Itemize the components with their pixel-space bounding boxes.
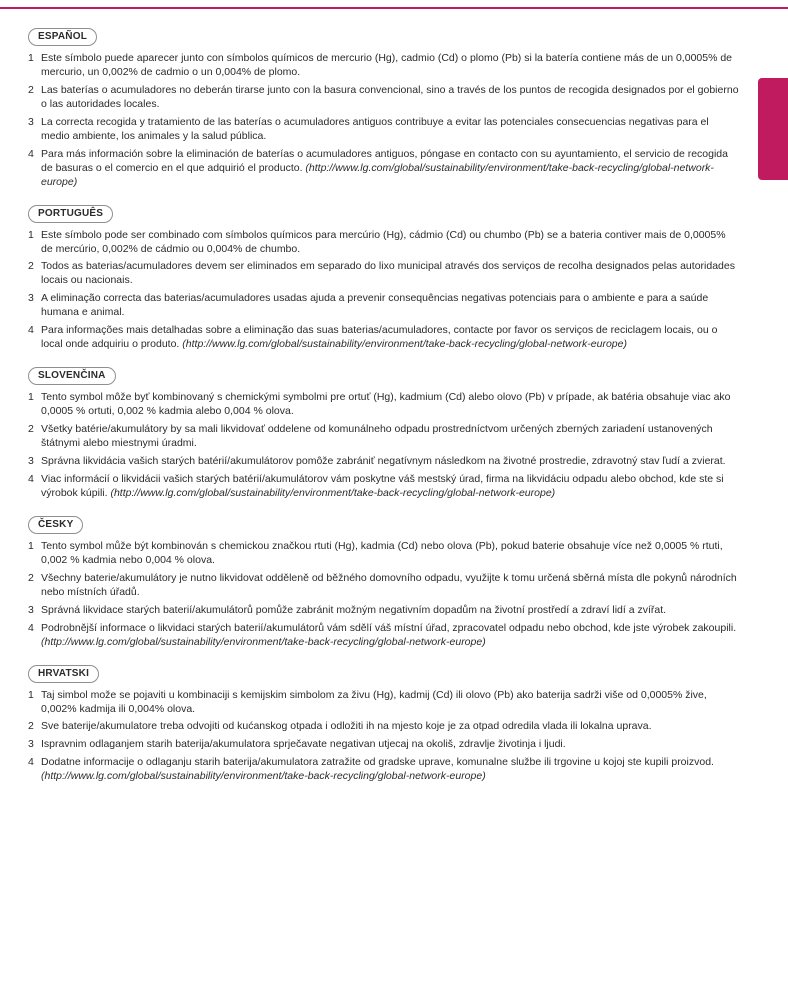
- item-text: Podrobnější informace o likvidaci starých baterií/akumulátorů vám sdělí váš místní úřad, zpracovatel odpadu nebo obchod, kde jste výrobek zakoupili. (http://www.lg.com/global/sustainability/environment/take-back-recycling/global-network-europe): [41, 621, 737, 648]
- item-number: 1: [28, 539, 34, 552]
- language-section: [28, 663, 740, 785]
- item-text: La correcta recogida y tratamiento de las baterías o acumuladores antiguos contribuye a evitar las potenciales consecuencias negativas para el medio ambiente, los animales y la salud pública.: [41, 115, 709, 142]
- list-item: [28, 738, 740, 752]
- item-list: [28, 229, 740, 353]
- item-number: 1: [28, 688, 34, 701]
- item-text: Ispravnim odlaganjem starih baterija/akumulatora sprječavate negativan utjecaj na okoliš, zdravlje životinja i ljudi.: [41, 738, 566, 751]
- list-item: [28, 604, 740, 618]
- item-number: 1: [28, 391, 34, 404]
- item-number: 2: [28, 720, 34, 733]
- list-item: [28, 292, 740, 320]
- item-number: 2: [28, 571, 34, 584]
- item-text: Taj simbol može se pojaviti u kombinaciji s kemijskim simbolom za živu (Hg), kadmij (Cd) ili olovo (Pb) ako baterija sadrži više od 0,0005% žive, 0,002% kadmija ili 0,004% olova.: [41, 688, 707, 715]
- sections: [28, 26, 740, 797]
- language-badge: SLOVENČINA: [28, 367, 116, 385]
- item-number: 3: [28, 603, 34, 616]
- item-number: 3: [28, 738, 34, 751]
- list-item: [28, 622, 740, 650]
- item-number: 4: [28, 756, 34, 769]
- item-text: A eliminação correcta das baterias/acumuladores usadas ajuda a prevenir consequências negativas potenciais para o ambiente e para a saúde humana e animal.: [41, 292, 709, 319]
- list-item: [28, 116, 740, 144]
- language-section: [28, 514, 740, 650]
- item-number: 1: [28, 52, 34, 64]
- list-item: [28, 473, 740, 501]
- item-list: [28, 52, 740, 190]
- language-badge: ESPAÑOL: [28, 28, 97, 46]
- language-badge: HRVATSKI: [28, 665, 99, 683]
- list-item: [28, 84, 740, 112]
- item-number: 4: [28, 621, 34, 634]
- list-item: [28, 52, 740, 80]
- item-list: [28, 540, 740, 650]
- list-item: [28, 540, 740, 568]
- item-text: Tento symbol môže byť kombinovaný s chemickými symbolmi pre ortuť (Hg), kadmium (Cd) alebo olovo (Pb) v prípade, ak batéria obsahuje viac ako 0,0005 % ortuti, 0,002 % kadmia alebo 0,004 % olova.: [41, 391, 731, 418]
- item-text: Todos as baterias/acumuladores devem ser eliminados em separado do lixo municipal através dos serviços de recolha designados pelas autoridades locais ou nacionais.: [41, 260, 735, 287]
- item-number: 2: [28, 83, 34, 96]
- item-number: 1: [28, 228, 34, 241]
- item-number: 2: [28, 260, 34, 273]
- list-item: [28, 455, 740, 469]
- list-item: [28, 260, 740, 288]
- item-number: 3: [28, 455, 34, 468]
- item-url: (http://www.lg.com/global/sustainability/environment/take-back-recycling/global-network-europe): [182, 338, 627, 351]
- item-number: 4: [28, 472, 34, 485]
- item-url: (http://www.lg.com/global/sustainability/environment/take-back-recycling/global-network-europe): [41, 161, 714, 188]
- item-text: Este símbolo puede aparecer junto con símbolos químicos de mercurio (Hg), cadmio (Cd) o plomo (Pb) si la batería contiene más de un 0,0005% de mercurio, un 0,002% de cadmio o un 0,004% de plomo.: [41, 52, 733, 78]
- item-text: Všechny baterie/akumulátory je nutno likvidovat odděleně od běžného domovního odpadu, využijte k tomu určená sběrná místa dle pokynů národních nebo místních úřadů.: [41, 571, 737, 598]
- side-index-tab: [758, 78, 788, 180]
- item-text: Para más información sobre la eliminación de baterías o acumuladores antiguos, póngase en contacto con su ayuntamiento, el servicio de recogida de basuras o el comercio en el que adquirió el producto. (http://www.lg.com/global/sustainability/environment/take-back-recycling/global-network-europe): [41, 147, 728, 188]
- language-section: [28, 26, 740, 190]
- list-item: [28, 148, 740, 190]
- list-item: [28, 324, 740, 352]
- item-url: (http://www.lg.com/global/sustainability/environment/take-back-recycling/global-network-europe): [41, 770, 486, 783]
- item-number: 4: [28, 147, 34, 160]
- item-text: Dodatne informacije o odlaganju starih baterija/akumulatora zatražite od gradske uprave, komunalne službe ili trgovine u kojoj ste kupili proizvod. (http://www.lg.com/global/sustainability/environment/take-back-recycling/global-network-europe): [41, 756, 714, 783]
- list-item: [28, 720, 740, 734]
- list-item: [28, 689, 740, 717]
- item-number: 4: [28, 324, 34, 337]
- item-text: Sve baterije/akumulatore treba odvojiti od kućanskog otpada i odložiti ih na mjesto koje je za otpad odredila vlada ili lokalna uprava.: [41, 720, 652, 733]
- language-badge: PORTUGUÊS: [28, 205, 113, 223]
- language-badge: ČESKY: [28, 516, 83, 534]
- item-text: Tento symbol může být kombinován s chemickou značkou rtuti (Hg), kadmia (Cd) nebo olova (Pb), pokud baterie obsahuje více než 0,0005 % rtuti, 0,002 % kadmia nebo 0,004 % olova.: [41, 539, 723, 566]
- list-item: [28, 391, 740, 419]
- top-accent-rule: [0, 7, 788, 9]
- item-text: Viac informácií o likvidácii vašich starých batérií/akumulátorov vám poskytne váš mestský úrad, firma na likvidáciu odpadu alebo obchod, kde ste si výrobok kúpili. (http://www.lg.com/global/sustainability/environment/take-back-recycling/global-network-europe): [41, 472, 724, 499]
- item-text: Para informações mais detalhadas sobre a eliminação das suas baterias/acumuladores, contacte por favor os serviços de reciclagem locais, ou o local onde adquiriu o produto. (http://www.lg.com/global/sustainability/environment/take-back-recycling/global-network-europe): [41, 324, 718, 351]
- item-text: Správná likvidace starých baterií/akumulátorů pomůže zabránit možným negativním dopadům na životní prostředí a zdraví lidí a zvířat.: [41, 603, 667, 616]
- list-item: [28, 572, 740, 600]
- item-list: [28, 391, 740, 501]
- item-text: Správna likvidácia vašich starých batérií/akumulátorov pomôže zabrániť negatívnym následkom na životné prostredie, zdravotný stav ľudí a zvierat.: [41, 455, 726, 468]
- list-item: [28, 229, 740, 257]
- language-section: [28, 203, 740, 353]
- item-url: (http://www.lg.com/global/sustainability/environment/take-back-recycling/global-network-europe): [110, 486, 556, 499]
- item-number: 3: [28, 292, 34, 305]
- list-item: [28, 756, 740, 784]
- item-list: [28, 689, 740, 785]
- item-text: Všetky batérie/akumulátory by sa mali likvidovať oddelene od komunálneho odpadu prostredníctvom určených zberných zariadení ustanovených štátnymi alebo miestnymi úradmi.: [41, 423, 713, 450]
- item-url: (http://www.lg.com/global/sustainability/environment/take-back-recycling/global-network-europe): [41, 635, 486, 648]
- item-number: 2: [28, 423, 34, 436]
- item-text: Este símbolo pode ser combinado com símbolos químicos para mercúrio (Hg), cádmio (Cd) ou chumbo (Pb) se a bateria contiver mais de 0,0005% de mercúrio, 0,002% de cádmio ou 0,004% de chumbo.: [41, 228, 726, 255]
- language-section: [28, 365, 740, 501]
- item-number: 3: [28, 115, 34, 128]
- list-item: [28, 423, 740, 451]
- item-text: Las baterías o acumuladores no deberán tirarse junto con la basura convencional, sino a través de los puntos de recogida designados por el gobierno o las autoridades locales.: [41, 83, 739, 110]
